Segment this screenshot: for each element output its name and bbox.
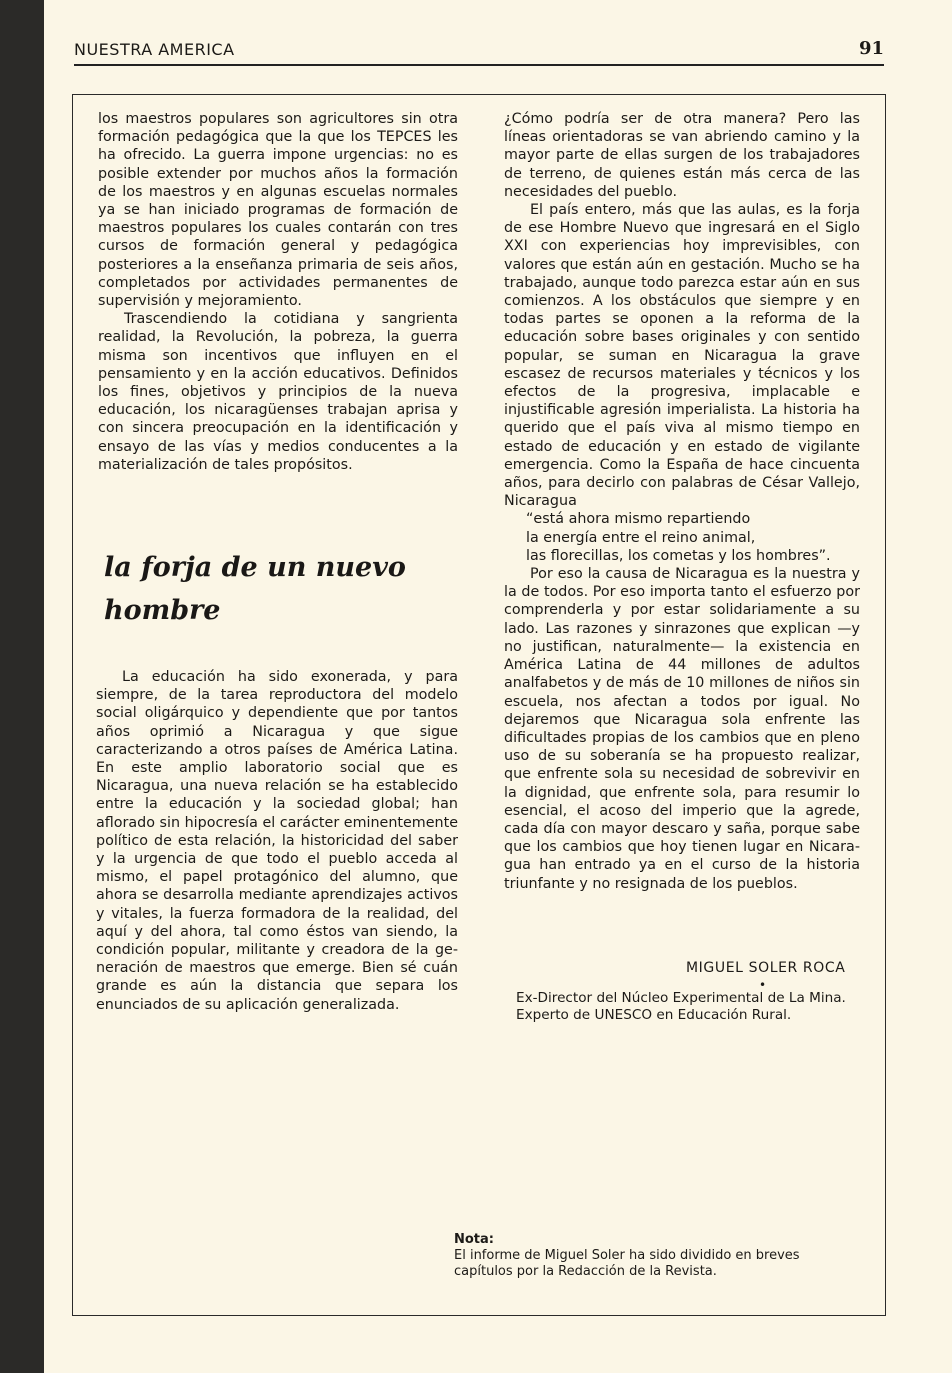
note-text: El informe de Miguel Soler ha sido dividido en breves capítulos por la Redacción de la Revista. <box>454 1248 800 1279</box>
note-label: Nota: <box>454 1232 494 1247</box>
left-column-section <box>96 668 458 1014</box>
page-number: 91 <box>858 38 884 59</box>
affiliation-line: Ex-Director del Núcleo Experimental de La Mina. <box>516 990 846 1006</box>
paragraph: El país entero, más que las aulas, es la forja de ese Hombre Nuevo que ingresará en el Siglo XXI con experiencias hoy imprevisibles, con valores que están aún en gestación. Mucho se ha trabajado, aunque todo parezca estar aún en sus comienzos. A los obstáculos que siempre y en todas partes se oponen a la reforma de la educación sobre bases originales y con sentido popular, se suman en Nicaragua la grave escasez de recursos materiales y técnicos y los efectos de la progresiva, implacable e injustificable agresión imperialista. La historia ha querido que el país viva al mismo tiempo en estado de educación y en estado de vigilante emergencia. Como la España de hace cincuenta años, para decirlo con palabras de César Vallejo, Nicaragua <box>504 202 860 510</box>
right-column <box>504 110 860 893</box>
affiliation-line: Experto de UNESCO en Educación Rural. <box>516 1007 792 1023</box>
section-heading: la forja de un nuevo hombre <box>104 552 406 626</box>
paragraph: los maestros populares son agricultores sin otra formación pedagógica que la que los TEPCES les ha ofrecido. La guerra impone urgencias: no es posible extender por muchos años la formación de los maestros y en algunas escuelas normales ya se han iniciado programas de formación de maestros populares los cuales contarán con tres cursos de formación general y pedagógica posteriores a la enseñanza primaria de seis años, completados por actividades permanentes de supervisión y mejoramiento. <box>98 111 458 310</box>
paragraph: ¿Cómo podría ser de otra manera? Pero las líneas orientadoras se van abriendo camino y la mayor parte de ellas surgen de los trabajadores de terreno, de quienes están más cerca de las necesidades del pueblo. <box>504 111 860 200</box>
paragraph: Por eso la causa de Nicaragua es la nuestra y la de todos. Por eso importa tanto el esfuerzo por comprenderla y por estar solidariamente a su lado. Las razones y sinrazones que explican —y no justifican, naturalmente— la existencia en América Latina de 44 millones de adultos analfabetos y de más de 10 millones de niños sin escuela, nos afectan a todos por igual. No dejaremos que Nicaragua sola enfrente las dificultades propias de los cambios que en pleno uso de su soberanía se ha propuesto realizar, que enfrente sola su necesidad de sobrevivir en la dignidad, que enfrente sola, para resumir lo esencial, el acoso del imperio que la agrede, cada día con mayor descaro y saña, porque sabe que los cambios que hoy tienen lugar en Nicaragua han entrado ya en el curso de la historia triunfante y no resignada de los pueblos. <box>504 566 860 892</box>
running-title: NUESTRA AMERICA <box>74 40 235 59</box>
left-column-intro <box>98 110 458 474</box>
author-affiliation <box>516 990 886 1024</box>
paragraph: Trascendiendo la cotidiana y sangrienta realidad, la Revolución, la pobreza, la guerra misma son incentivos que influyen en el pensamiento y en la acción educativos. Definidos los fines, objetivos y principios de la nueva educación, los nicaragüenses trabajan aprisa y con sincera preocupación en la identificación y ensayo de las vías y medios conducentes a la materialización de tales propósitos. <box>98 311 458 473</box>
page-header <box>74 38 884 66</box>
quote-line: las florecillas, los cometas y los hombres”. <box>526 547 831 564</box>
paragraph: La educación ha sido exonerada, y para siempre, de la tarea reproductora del modelo social oligárquico y dependiente que por tantos años oprimió a Nicaragua y que sigue caracterizando a otros países de América Latina. En este amplio laboratorio social que es Nicaragua, una nueva relación se ha establecido entre la educación y la sociedad global; han aflorado sin hipocresía el carácter eminentemente político de esta relación, la historicidad del saber y la urgencia de que todo el pueblo acceda al mismo, el papel protagónico del alumno, que ahora se desarrolla mediante aprendizajes activos y vitales, la fuerza formadora de la realidad, del aquí y del ahora, tal como éstos van siendo, la condición popular, militante y creadora de la generación de maestros que emerge. Bien sé cuán grande es aún la distancia que separa los enunciados de su aplicación generalizada. <box>96 669 458 1013</box>
author-name: MIGUEL SOLER ROCA <box>686 960 846 976</box>
quote-line: la energía entre el reino animal, <box>526 529 756 546</box>
editorial-note <box>454 1232 854 1280</box>
page-binding-edge <box>0 0 44 1373</box>
bullet-separator: • <box>759 978 767 992</box>
quote-line: “está ahora mismo repartiendo <box>526 511 751 528</box>
